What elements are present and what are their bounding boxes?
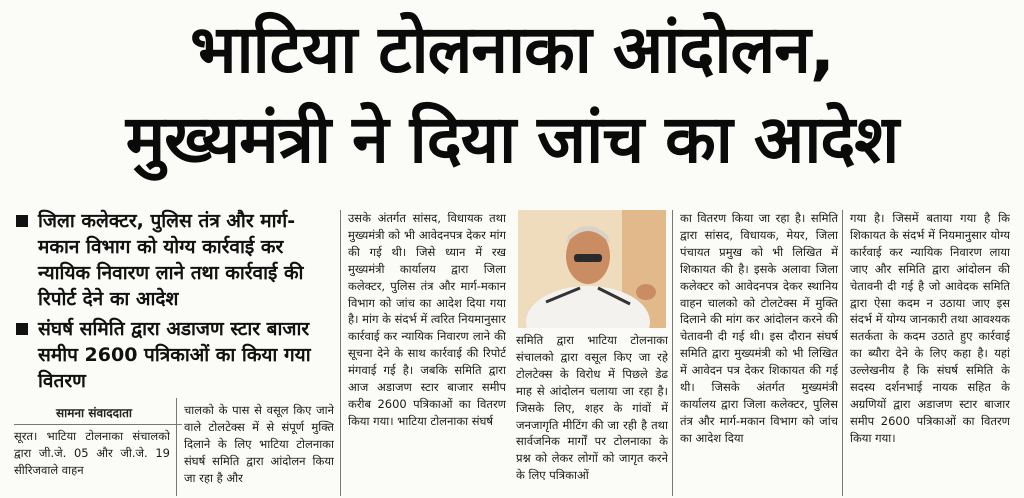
headline-line-1: भाटिया टोलनाका आंदोलन, bbox=[190, 11, 834, 88]
summary-bullet-text: संघर्ष समिति द्वारा अडाजण स्टार बाजार समीप 2600 पत्रिकाओं का किया गया वितरण bbox=[38, 318, 311, 392]
article-column-6: गया है। जिसमें बताया गया है कि शिकायत के संदर्भ में नियमानुसार योग्य कार्रवाई कर न्यायिक निवारण लाया जाए और समिति द्वारा आंदोलन की चेतावनी दी गई है जो आवेदक समिति द्वारा ऐसा कदम न उठाया जाए इस संदर्भ में योग्य जानकारी तथा आवश्यक सतर्कता के कदम उठाते हुए कार्रवाई का ब्यौरा देने के लिए कहा है। यहां उल्लेखनीय है कि संघर्ष समिति के सदस्य दर्शनभाई नायक सहित के अग्रणियों द्वारा अडाजण स्टार बाजार समीप 2600 पत्रिकाओं का वितरण किया गया। bbox=[850, 211, 1010, 445]
article-column-4: समिति द्वारा भाटिया टोलनाका संचालको द्वारा वसूल किए जा रहे टोलटेक्स के विरोध में पिछले डेढ माह से आंदोलन चलाया जा रहा है। जिसके लिए, शहर के गांवों में जनजागृति मीटिंग की जा रही है तथा सार्वजनिक मार्गों पर टोलनाका के प्रश्न को लेकर लोगों को जागृत करने के लिए पत्रिकाओं bbox=[516, 333, 668, 483]
bullet-square-icon bbox=[16, 323, 28, 335]
column-divider bbox=[842, 210, 843, 496]
article-column-1: सूरत। भाटिया टोलनाका संचालको द्वारा जी.जे. 05 और जी.जे. 19 सीरिजवाले वाहन bbox=[14, 429, 170, 477]
headline-line-2: मुख्यमंत्री ने दिया जांच का आदेश bbox=[125, 101, 899, 178]
byline: सामना संवाददाता bbox=[56, 406, 133, 420]
article-column-2: चालको के पास से वसूल किए जाने वाले टोलटेक्स में से संपूर्ण मुक्ति दिलाने के लिए भाटिया टोलनाका संघर्ष समिति द्वारा आंदोलन किया जा रहा है और bbox=[184, 403, 334, 485]
news-photo bbox=[518, 210, 666, 328]
column-divider bbox=[672, 210, 673, 496]
bullet-square-icon bbox=[16, 215, 28, 227]
column-divider bbox=[176, 398, 177, 496]
byline-divider bbox=[14, 424, 182, 425]
column-divider bbox=[340, 210, 341, 496]
speaker-portrait-image bbox=[518, 210, 666, 328]
summary-bullet bbox=[14, 208, 330, 312]
article-column-5: का वितरण किया जा रहा है। समिति द्वारा सांसद, विधायक, मेयर, जिला पंचायत प्रमुख को भी लिखित में शिकायत की है। इसके अलावा जिला कलेक्टर को आवेदनपत्र देकर स्थानिय वाहन चालको को टोलटेक्स में मुक्ति दिलाने की मांग कर आंदोलन करने की चेतावनी दी गई थी। इस दौरान संघर्ष समिति द्वारा मुख्यमंत्री को भी लिखित में आवेदन पत्र देकर शिकायत की गई थी। जिसके अंतर्गत मुख्यमंत्री कार्यालय द्वारा जिला कलेक्टर, पुलिस तंत्र और मार्ग-मकान विभाग को जांच का आदेश दिया bbox=[680, 211, 838, 445]
summary-bullet-text: जिला कलेक्टर, पुलिस तंत्र और मार्ग-मकान विभाग को योग्य कार्रवाई कर न्यायिक निवारण लाने तथा कार्रवाई की रिपोर्ट देने का आदेश bbox=[38, 210, 304, 310]
article-column-3: उसके अंतर्गत सांसद, विधायक तथा मुख्यमंत्री को भी आवेदनपत्र देकर मांग की गई थी। जिसे ध्यान में रख मुख्यमंत्री कार्यालय द्वारा जिला कलेक्टर, पुलिस तंत्र और मार्ग-मकान विभाग को जांच का आदेश दिया गया है। मांग के संदर्भ में त्वरित नियमानुसार कार्रवाई कर न्यायिक निवारण लाने की सूचना देने के साथ कार्रवाई की रिपोर्ट मंगवाई गई है। जबकि समिति द्वारा आज अडाजण स्टार बाजार समीप करीब 2600 पत्रिकाओं का वितरण किया गया। भाटिया टोलनाका संघर्ष bbox=[348, 211, 506, 428]
summary-bullets bbox=[14, 208, 330, 398]
summary-bullet bbox=[14, 316, 330, 394]
